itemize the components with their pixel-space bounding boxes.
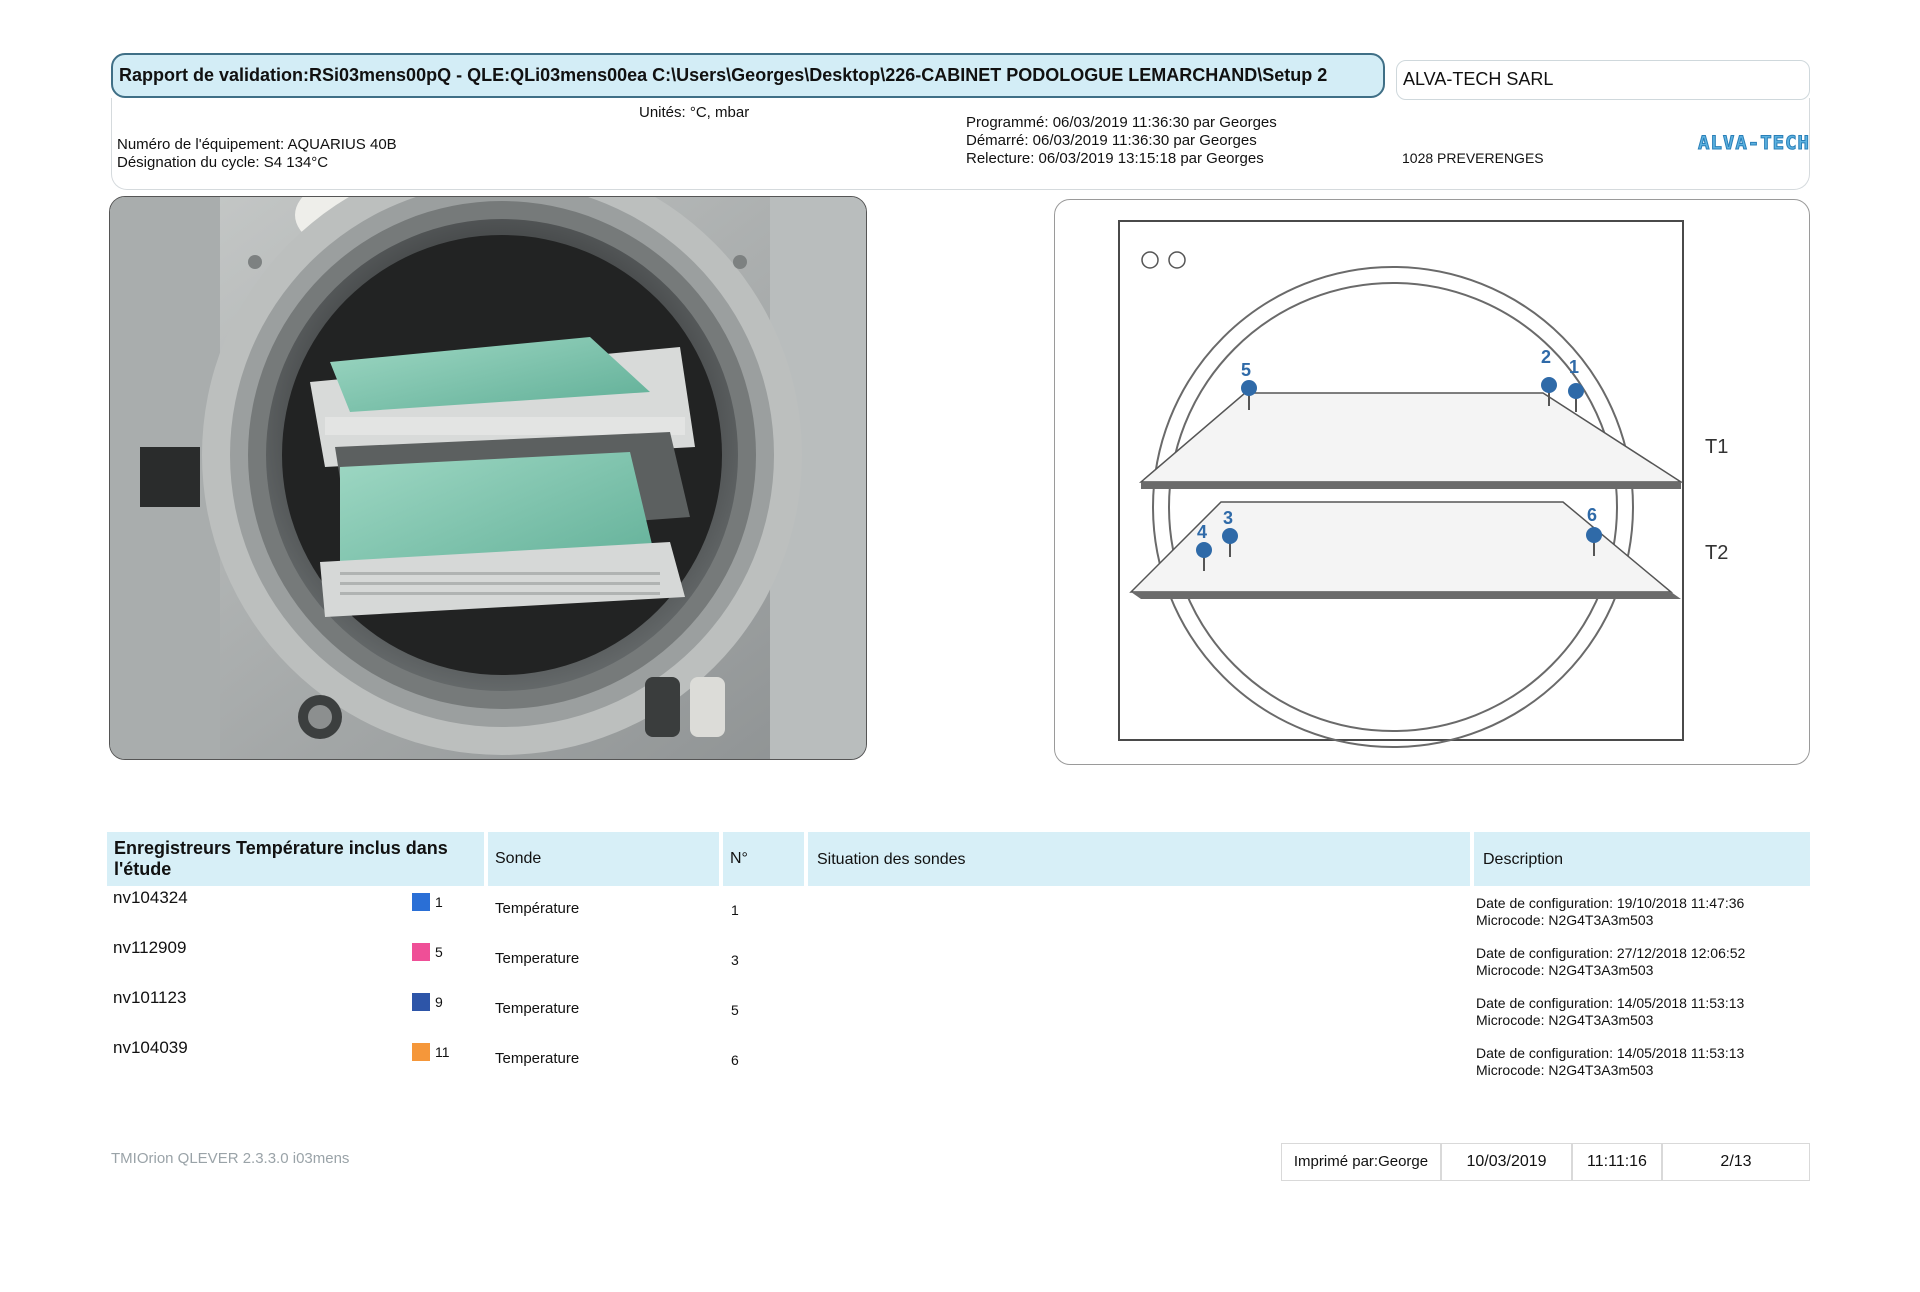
description-microcode: Microcode: N2G4T3A3m503 [1476, 962, 1654, 978]
cycle-designation: Désignation du cycle: S4 134°C [117, 154, 329, 171]
probe-location-diagram [1054, 199, 1810, 765]
chamber-diagram [1055, 200, 1811, 766]
table-row-recorder: nv104324 [113, 888, 188, 907]
channel-number: 1 [435, 894, 443, 910]
probe-type: Temperature [495, 1050, 580, 1067]
probe-number: 6 [731, 1052, 739, 1068]
autoclave-photo-illustration [110, 197, 866, 759]
probe-type: Temperature [495, 1000, 580, 1017]
channel-swatch [412, 943, 430, 961]
company-logo: ALVA-TECH [1698, 132, 1810, 154]
equipment-number: Numéro de l'équipement: AQUARIUS 40B [117, 136, 397, 153]
print-time: 11:11:16 [1572, 1143, 1662, 1181]
probe-number: 5 [731, 1002, 739, 1018]
description-config: Date de configuration: 14/05/2018 11:53:13 [1476, 1045, 1745, 1061]
autoclave-photo [109, 196, 867, 760]
probe-number: 1 [731, 902, 739, 918]
probe-number: 3 [731, 952, 739, 968]
company-name: ALVA-TECH SARL [1396, 60, 1810, 100]
header-recorders: Enregistreurs Température inclus dans l'étude [107, 832, 484, 886]
channel-swatch [412, 1043, 430, 1061]
channel-number: 9 [435, 994, 443, 1010]
page-number: 2/13 [1662, 1143, 1810, 1181]
table-row-recorder: nv101123 [113, 988, 187, 1007]
reread-info: Relecture: 06/03/2019 13:15:18 par Georges [966, 150, 1264, 167]
description-microcode: Microcode: N2G4T3A3m503 [1476, 1012, 1654, 1028]
header-number: N° [723, 832, 804, 886]
company-address: 1028 PREVERENGES [1402, 150, 1544, 166]
tray-label-t2: T2 [1705, 542, 1729, 564]
description-config: Date de configuration: 19/10/2018 11:47:36 [1476, 895, 1745, 911]
probe-type: Température [495, 900, 580, 917]
description-config: Date de configuration: 14/05/2018 11:53:13 [1476, 995, 1745, 1011]
description-microcode: Microcode: N2G4T3A3m503 [1476, 912, 1654, 928]
svg-text:4: 4 [1197, 522, 1208, 542]
svg-text:3: 3 [1223, 508, 1234, 528]
svg-text:5: 5 [1241, 360, 1252, 380]
units-label: Unités: °C, mbar [639, 104, 750, 121]
description-microcode: Microcode: N2G4T3A3m503 [1476, 1062, 1654, 1078]
table-row-recorder: nv112909 [113, 938, 187, 957]
header-description: Description [1474, 832, 1810, 886]
programmed-info: Programmé: 06/03/2019 11:36:30 par Georges [966, 114, 1277, 131]
svg-text:6: 6 [1587, 505, 1598, 525]
printed-by: Imprimé par:George [1281, 1143, 1441, 1181]
channel-swatch [412, 993, 430, 1011]
channel-number: 11 [435, 1044, 450, 1060]
print-date: 10/03/2019 [1441, 1143, 1572, 1181]
header-location: Situation des sondes [808, 832, 1470, 886]
probe-type: Temperature [495, 950, 580, 967]
table-row-recorder: nv104039 [113, 1038, 188, 1057]
description-config: Date de configuration: 27/12/2018 12:06:52 [1476, 945, 1746, 961]
report-title: Rapport de validation:RSi03mens00pQ - QLE:QLi03mens00ea C:\Users\Georges\Desktop\226-CABINET PODOLOGUE LEMARCHAND\Setup 2 [111, 53, 1385, 98]
software-version: TMIOrion QLEVER 2.3.3.0 i03mens [111, 1150, 350, 1167]
svg-text:1: 1 [1569, 357, 1580, 377]
channel-number: 5 [435, 944, 443, 960]
started-info: Démarré: 06/03/2019 11:36:30 par Georges [966, 132, 1257, 149]
header-probe: Sonde [488, 832, 719, 886]
channel-swatch [412, 893, 430, 911]
tray-label-t1: T1 [1705, 436, 1729, 458]
svg-text:2: 2 [1541, 347, 1552, 367]
